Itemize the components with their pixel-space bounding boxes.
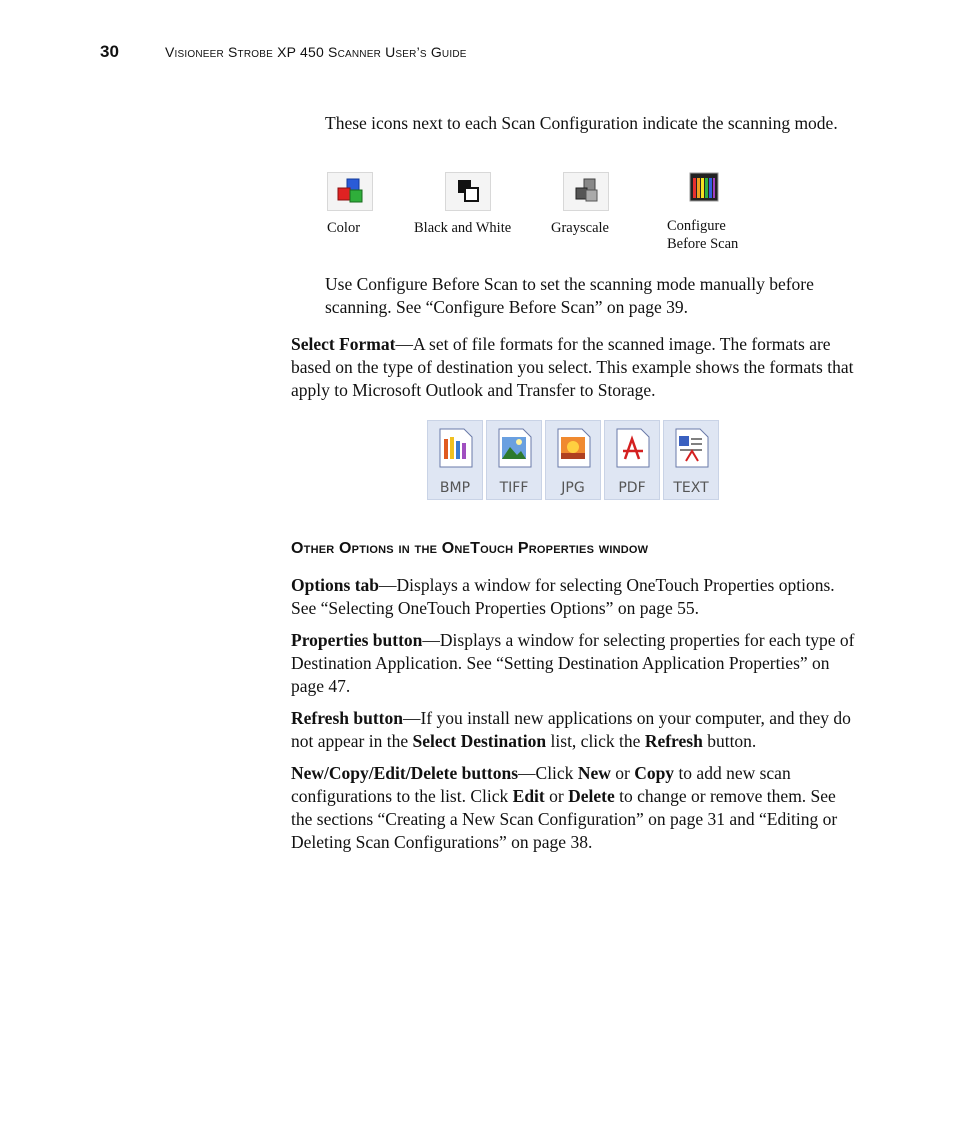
format-label: JPG	[561, 480, 585, 496]
format-label: TIFF	[499, 480, 529, 496]
mode-label: Before Scan	[667, 236, 739, 252]
format-text	[663, 420, 719, 500]
refresh-button-paragraph: Refresh button—If you install new applications on your computer, and they do not appear in the Select Destination list, click the Refresh button.	[291, 708, 851, 751]
options-tab-paragraph: Options tab—Displays a window for selecting OneTouch Properties options. See “Selecting OneTouch Properties Options” on page 55.	[291, 575, 835, 618]
mode-label: Color	[327, 220, 361, 236]
term: New/Copy/Edit/Delete buttons	[291, 763, 519, 783]
color-mode-icon	[327, 172, 373, 211]
mode-black-white	[414, 172, 511, 237]
select-format-paragraph: Select Format—A set of file formats for the scanned image. The formats are based on the type of destination you select. This example shows the formats that apply to Microsoft Outlook and Transfer to Storage.	[291, 334, 854, 400]
configure-note: Use Configure Before Scan to set the scanning mode manually before scanning. See “Configure Before Scan” on page 39.	[325, 274, 814, 317]
scan-mode-icons	[325, 172, 785, 262]
term: Properties button	[291, 630, 423, 650]
format-label: TEXT	[673, 480, 709, 496]
running-title: Visioneer Strobe XP 450 Scanner User’s Guide	[165, 44, 467, 60]
intro-paragraph: These icons next to each Scan Configuration indicate the scanning mode.	[325, 113, 838, 133]
bmp-icon	[438, 427, 474, 469]
format-icons	[427, 420, 719, 500]
format-tiff	[486, 420, 542, 500]
format-jpg	[545, 420, 601, 500]
mode-color	[327, 172, 373, 237]
mode-label: Configure	[667, 218, 726, 234]
grayscale-mode-icon	[563, 172, 609, 211]
format-label: BMP	[439, 480, 471, 496]
mode-label: Grayscale	[551, 220, 609, 236]
format-bmp	[427, 420, 483, 500]
mode-configure-before-scan	[667, 172, 738, 253]
text-icon	[674, 427, 710, 469]
mode-grayscale	[551, 172, 609, 237]
term: Refresh button	[291, 708, 403, 728]
format-pdf	[604, 420, 660, 500]
jpg-icon	[556, 427, 592, 469]
configure-before-scan-icon	[689, 172, 719, 202]
mode-label: Black and White	[414, 220, 512, 236]
term: Options tab	[291, 575, 380, 595]
term: Select Format	[291, 334, 396, 354]
section-heading: Other Options in the OneTouch Properties window	[291, 540, 649, 557]
page-number: 30	[100, 42, 119, 61]
format-label: PDF	[618, 480, 646, 496]
properties-button-paragraph: Properties button—Displays a window for selecting properties for each type of Destination Application. See “Setting Destination Application Properties” on page 47.	[291, 630, 855, 696]
new-copy-edit-delete-paragraph: New/Copy/Edit/Delete buttons—Click New or Copy to add new scan configurations to the list. Click Edit or Delete to change or remove them. See the sections “Creating a New Scan Configuration” on page 31 and “Editing or Deleting Scan Configurations” on page 38.	[291, 763, 838, 852]
black-white-mode-icon	[445, 172, 491, 211]
tiff-icon	[497, 427, 533, 469]
running-header	[100, 42, 467, 64]
pdf-icon	[615, 427, 651, 469]
